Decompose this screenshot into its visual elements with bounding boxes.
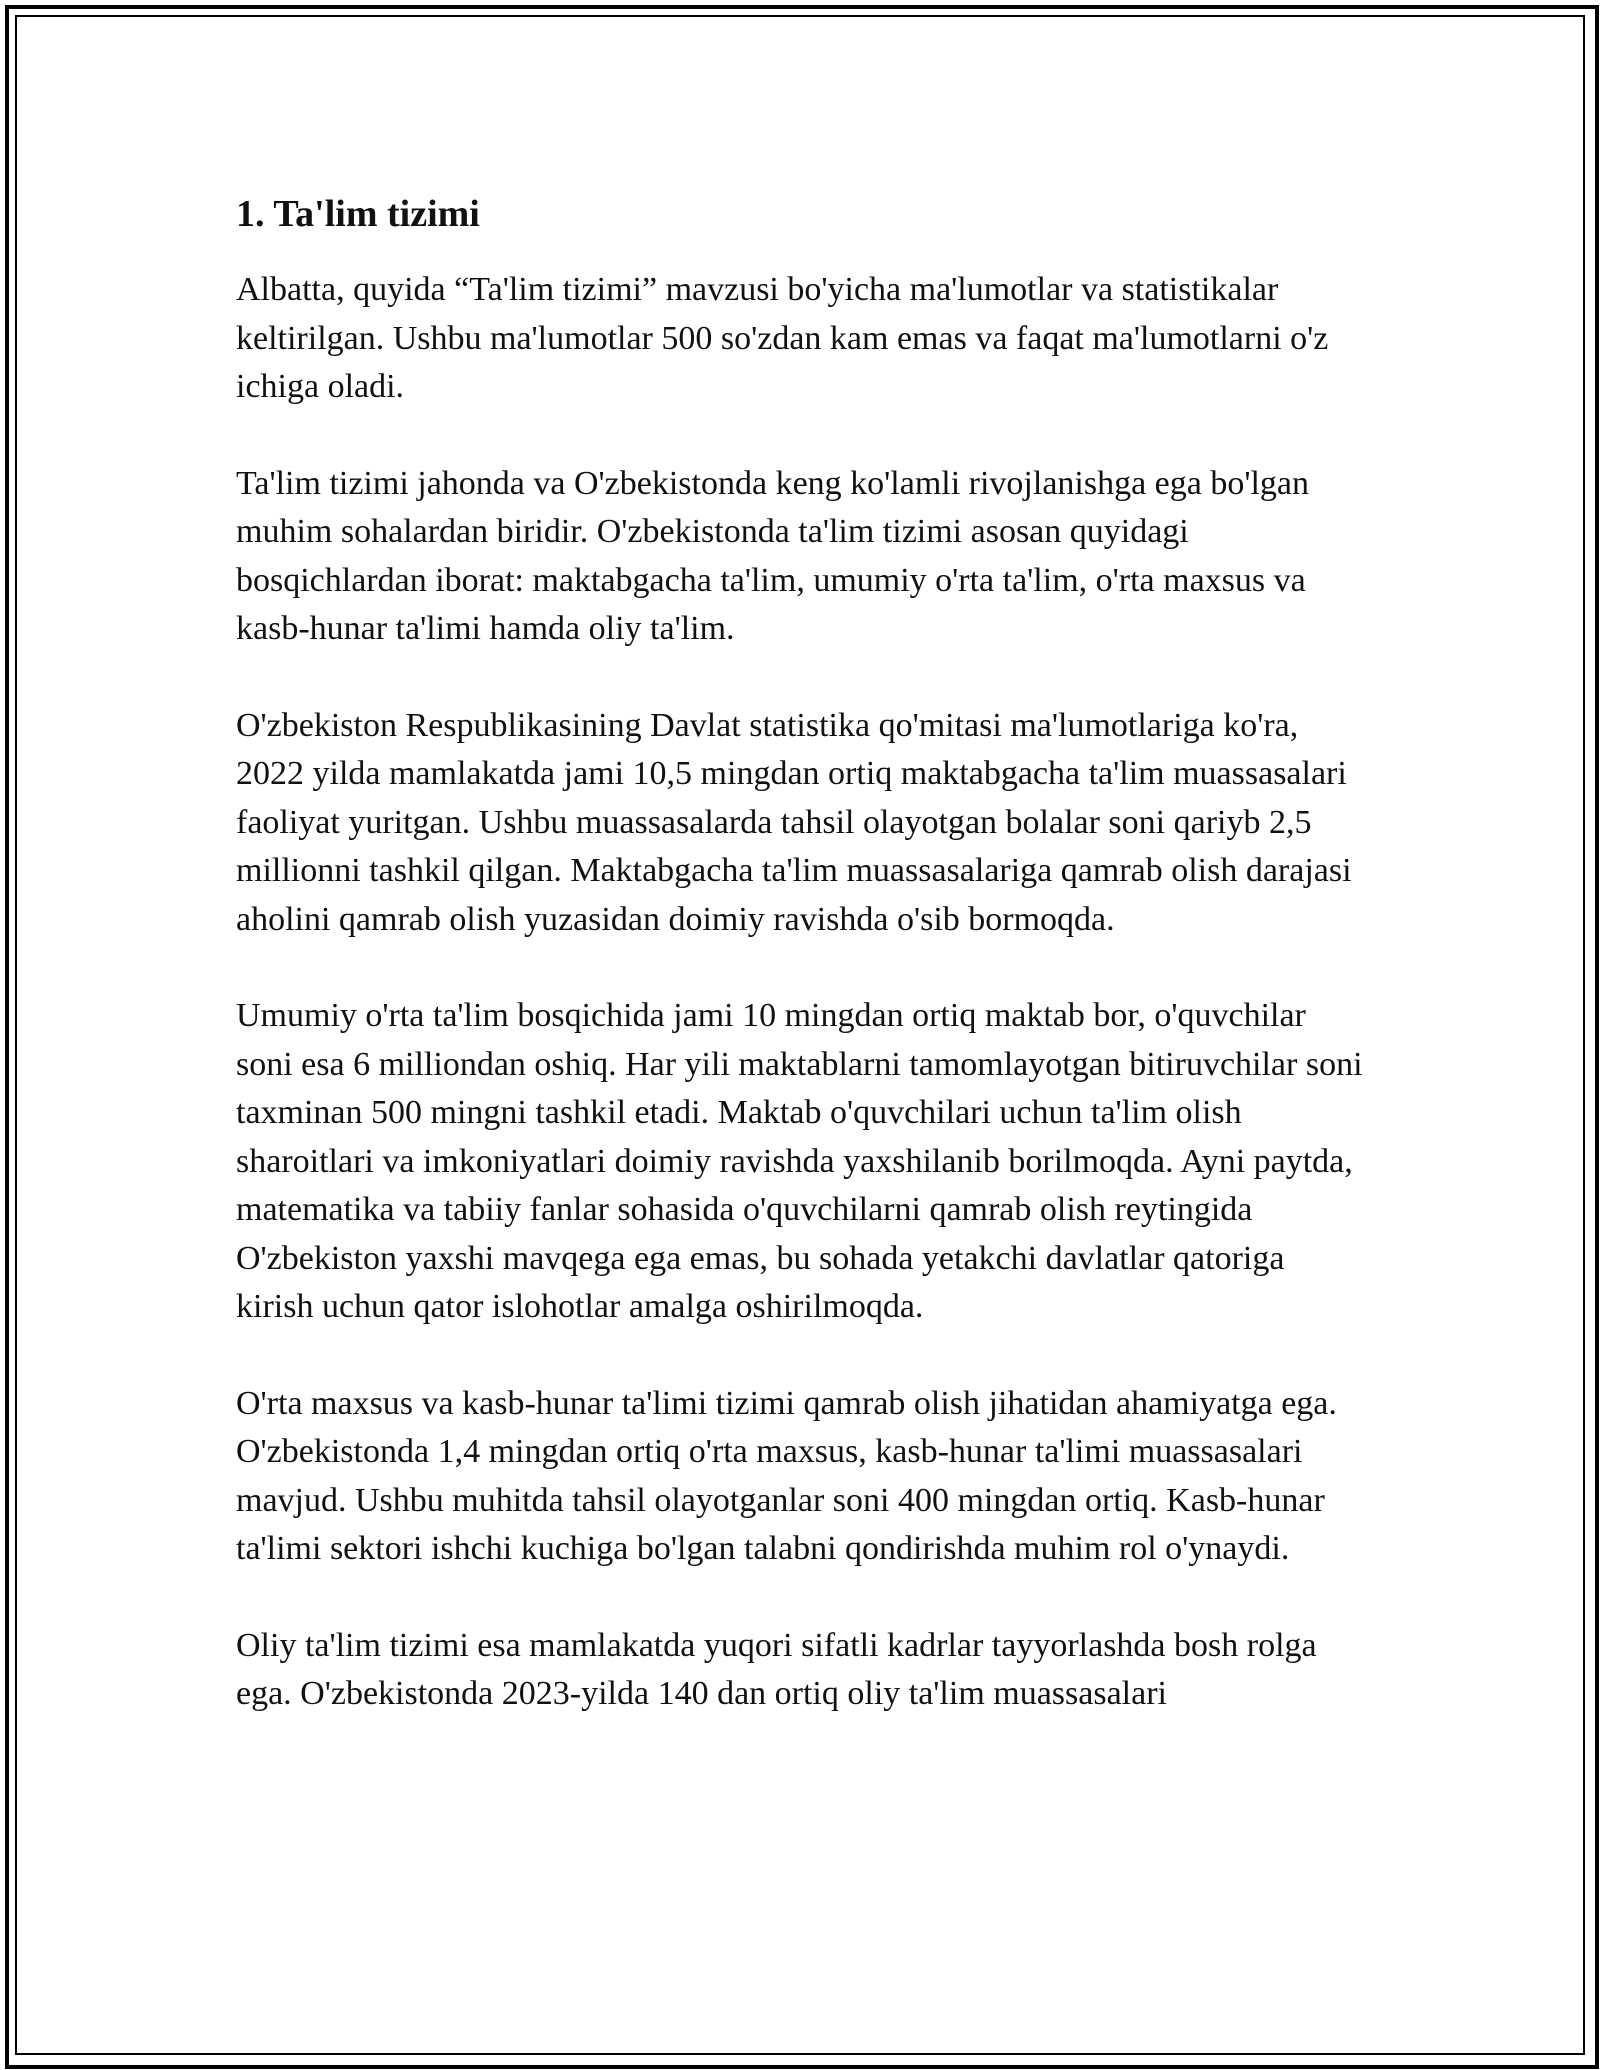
section-heading: 1. Ta'lim tizimi [236,193,480,235]
paragraph-intro: Albatta, quyida “Ta'lim tizimi” mavzusi bo'yicha ma'lumotlar va statistikalar keltirilgan. Ushbu ma'lumotlar 500 so'zdan kam emas va faqat ma'lumotlarni o'z ichiga oladi. [236,271,1329,405]
paragraph-overview: Ta'lim tizimi jahonda va O'zbekistonda keng ko'lamli rivojlanishga ega bo'lgan muhim sohalardan biridir. O'zbekistonda ta'lim tizimi asosan quyidagi bosqichlardan iborat: maktabgacha ta'lim, umumiy o'rta ta'lim, o'rta maxsus va kasb-hunar ta'limi hamda oliy ta'lim. [236,464,1310,647]
document-body [236,186,1366,1767]
paragraph-vocational: O'rta maxsus va kasb-hunar ta'limi tizimi qamrab olish jihatidan ahamiyatga ega. O'zbekistonda 1,4 mingdan ortiq o'rta maxsus, kasb-hunar ta'limi muassasalari mavjud. Ushbu muhitda tahsil olayotganlar soni 400 mingdan ortiq. Kasb-hunar ta'limi sektori ishchi kuchiga bo'lgan talabni qondirishda muhim rol o'ynaydi. [236,1384,1337,1567]
paragraph-higher-education: Oliy ta'lim tizimi esa mamlakatda yuqori sifatli kadrlar tayyorlashda bosh rolga ega. O'zbekistonda 2023-yilda 140 dan ortiq oliy ta'lim muassasalari [236,1626,1317,1712]
paragraph-preschool: O'zbekiston Respublikasining Davlat statistika qo'mitasi ma'lumotlariga ko'ra, 2022 yilda mamlakatda jami 10,5 mingdan ortiq maktabgacha ta'lim muassasalari faoliyat yuritgan. Ushbu muassasalarda tahsil olayotgan bolalar soni qariyb 2,5 millionni tashkil qilgan. Maktabgacha ta'lim muassasalariga qamrab olish darajasi aholini qamrab olish yuzasidan doimiy ravishda o'sib bormoqda. [236,706,1352,938]
paragraph-general-secondary: Umumiy o'rta ta'lim bosqichida jami 10 mingdan ortiq maktab bor, o'quvchilar soni esa 6 milliondan oshiq. Har yili maktablarni tamomlayotgan bitiruvchilar soni taxminan 500 mingni tashkil etadi. Maktab o'quvchilari uchun ta'lim olish sharoitlari va imkoniyatlari doimiy ravishda yaxshilanib borilmoqda. Ayni paytda, matematika va tabiiy fanlar sohasida o'quvchilarni qamrab olish reytingida O'zbekiston yaxshi mavqega ega emas, bu sohada yetakchi davlatlar qatoriga kirish uchun qator islohotlar amalga oshirilmoqda. [236,997,1363,1325]
